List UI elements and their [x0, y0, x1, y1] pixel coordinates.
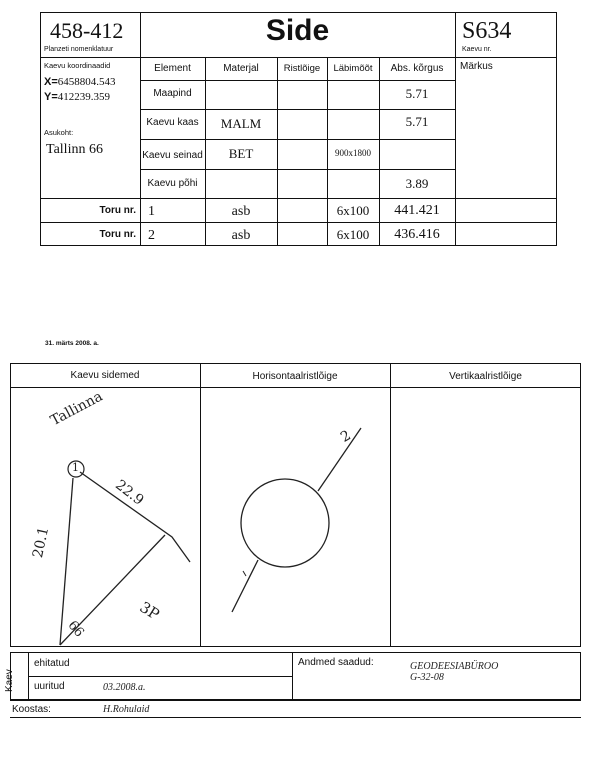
- author-label: Koostas:: [12, 704, 51, 715]
- row-element: Maapind: [153, 88, 192, 99]
- col-header-cross-section: Ristlõige: [283, 63, 321, 74]
- row-material: BET: [228, 146, 254, 161]
- pipe-number: 2: [148, 228, 155, 243]
- pipe-material: asb: [231, 228, 251, 243]
- coords-caption: Kaevu koordinaadid: [44, 61, 111, 70]
- pipe-line-upper: [318, 428, 361, 491]
- col-header-diameter: Läbimõõt: [333, 63, 373, 74]
- data-source-label: Andmed saadud:: [298, 657, 374, 668]
- col-header-element: Element: [154, 63, 191, 74]
- divider: [28, 676, 292, 677]
- sheet-code: 458-412: [50, 18, 124, 43]
- footer-side-label: Kaev: [4, 669, 15, 692]
- note-street: Tallinna: [48, 388, 106, 430]
- y-value: 412239.359: [57, 91, 111, 103]
- page-title: Side: [265, 14, 330, 47]
- y-label: Y=: [44, 91, 58, 103]
- note-distance-c: 66: [64, 618, 87, 641]
- row-element: Kaevu kaas: [146, 117, 199, 128]
- pipe-cross-section-circle: [241, 479, 329, 567]
- row-element: Kaevu seinad: [142, 150, 203, 161]
- pipe-material: asb: [231, 204, 251, 219]
- note-distance-d: 3P: [136, 598, 163, 624]
- row-material: MALM: [220, 116, 262, 131]
- place-caption: Asukoht:: [44, 128, 74, 137]
- data-source-name: GEODEESIABÜROO: [410, 661, 499, 672]
- pipe-height: 436.416: [394, 227, 440, 242]
- row-height: 5.71: [405, 114, 429, 129]
- note-pipe-number: 2: [338, 427, 354, 446]
- divider: [10, 717, 581, 718]
- pipe-tick: [243, 571, 246, 576]
- surveyed-label: uuritud: [34, 681, 65, 692]
- panel-title-vertical: Vertikaalristlõige: [449, 371, 522, 382]
- panel-title-horizontal: Horisontaalristlõige: [252, 371, 338, 382]
- tie-line-left: [60, 478, 73, 645]
- row-height: 3.89: [405, 176, 429, 191]
- built-label: ehitatud: [34, 658, 70, 669]
- pipe-number: 1: [148, 204, 155, 219]
- pipe-label: Toru nr.: [99, 229, 136, 240]
- panel-title-connections: Kaevu sidemed: [70, 370, 140, 381]
- divider: [292, 652, 293, 700]
- x-label: X=: [44, 76, 58, 88]
- x-value: 6458804.543: [57, 76, 116, 88]
- pipe-line-lower: [232, 560, 258, 612]
- place-value: Tallinn 66: [46, 142, 103, 157]
- surveyed-value: 03.2008.a.: [103, 682, 146, 693]
- col-header-remarks: Märkus: [460, 61, 493, 72]
- date-line: 31. märts 2008. a.: [45, 340, 99, 347]
- note-distance-b: 20.1: [30, 525, 53, 560]
- well-caption: Kaevu nr.: [462, 46, 492, 53]
- row-height: 5.71: [405, 86, 429, 101]
- data-source-code: G-32-08: [410, 672, 444, 683]
- divider: [10, 700, 581, 701]
- pipe-height: 441.421: [394, 203, 440, 218]
- col-header-abs-height: Abs. kõrgus: [390, 63, 444, 74]
- pipe-label: Toru nr.: [99, 205, 136, 216]
- sheet-caption: Planzeti nomenklatuur: [44, 46, 114, 53]
- author-value: H.Rohulaid: [103, 704, 150, 715]
- row-diameter: 900x1800: [335, 148, 371, 158]
- pipe-diameter: 6x100: [336, 203, 370, 218]
- well-id: S634: [462, 18, 512, 44]
- col-header-material: Materjal: [223, 63, 259, 74]
- pipe-diameter: 6x100: [336, 227, 370, 242]
- note-well-mark: 1: [72, 461, 79, 474]
- tie-line-right: [80, 472, 190, 562]
- row-element: Kaevu põhi: [147, 178, 198, 189]
- note-distance-a: 22.9: [112, 477, 147, 509]
